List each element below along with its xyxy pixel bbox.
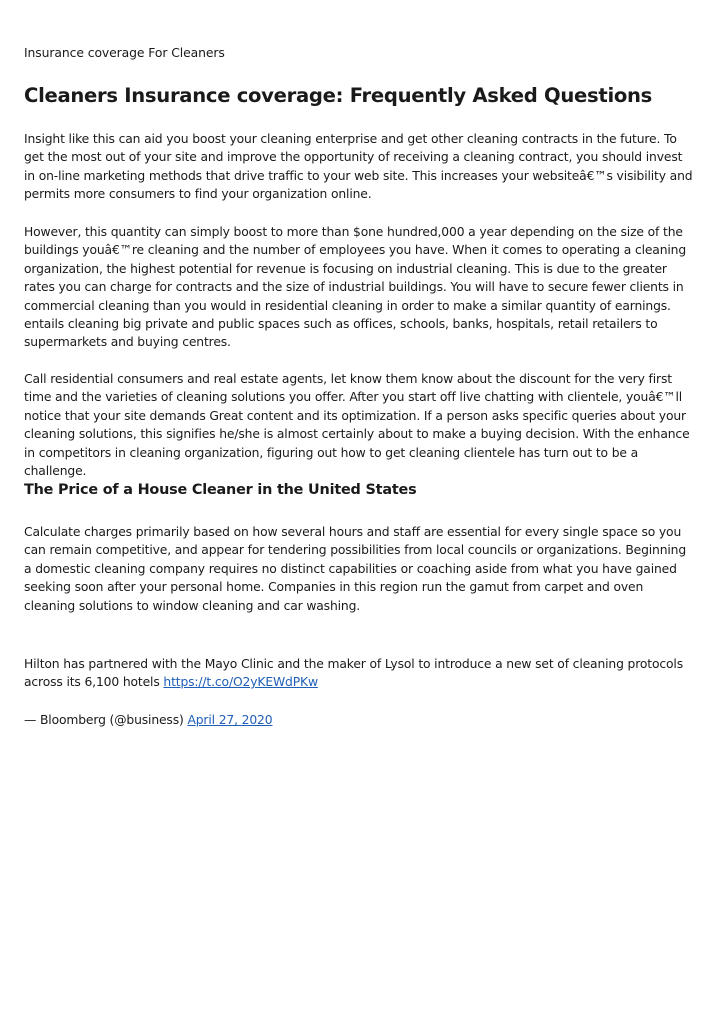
tweet-attribution: — Bloomberg (@business) [24,713,184,727]
paragraph-2: However, this quantity can simply boost to more than $one hundred,000 a year depending on the size of the buildings youâ€™re cleaning and the number of employees you have. When it comes to operating a cleaning organization, the highest potential for revenue is focusing on industrial cleaning. This is due to the greater rates you can charge for contracts and the size of industrial buildings. You will have to secure fewer clients in commercial cleaning than you would in residential cleaning in order to make a similar quantity of earnings. entails cleaning big private and public spaces such as offices, schools, banks, hospitals, retail retailers to supermarkets and buying centres. [24,225,687,350]
tweet-date-link[interactable]: April 27, 2020 [187,713,273,727]
tweet-text-block [24,655,696,692]
tweet-link[interactable]: https://t.co/O2yKEWdPKw [163,675,318,690]
paragraph-3: Call residential consumers and real estate agents, let know them know about the discount for the very first time and the varieties of cleaning solutions you offer. After you start off live chatting with clientele, youâ€™ll notice that your site demands Great content and its optimization. If a person asks specific queries about your cleaning solutions, this signifies he/she is almost certainly about to make a buying decision. With the enhance in competitors in cleaning organization, figuring out how to get cleaning clientele has turn out to be a challenge. [24,372,690,479]
paragraph-4: Calculate charges primarily based on how several hours and staff are essential for every single space so you can remain competitive, and appear for tendering possibilities from local councils or organizations. Beginning a domestic cleaning company requires no distinct capabilities or coaching aside from what you have gained seeking soon after your personal home. Companies in this region run the gamut from carpet and oven cleaning solutions to window cleaning and car washing. [24,525,687,613]
document-top-label: Insurance coverage For Cleaners [24,45,225,60]
paragraph-1: Insight like this can aid you boost your cleaning enterprise and get other cleaning contracts in the future. To get the most out of your site and improve the opportunity of receiving a cleaning contract, you should invest in on-line marketing methods that drive traffic to your web site. This increases your websiteâ€™s visibility and permits more consumers to find your organization online. [24,132,693,202]
page-title: Cleaners Insurance coverage: Frequently Asked Questions [24,84,653,107]
tweet-attribution-block [24,711,696,729]
section-heading: The Price of a House Cleaner in the United States [24,482,417,498]
tweet-text: Hilton has partnered with the Mayo Clinic and the maker of Lysol to introduce a new set of cleaning protocols across its 6,100 hotels [24,657,683,690]
